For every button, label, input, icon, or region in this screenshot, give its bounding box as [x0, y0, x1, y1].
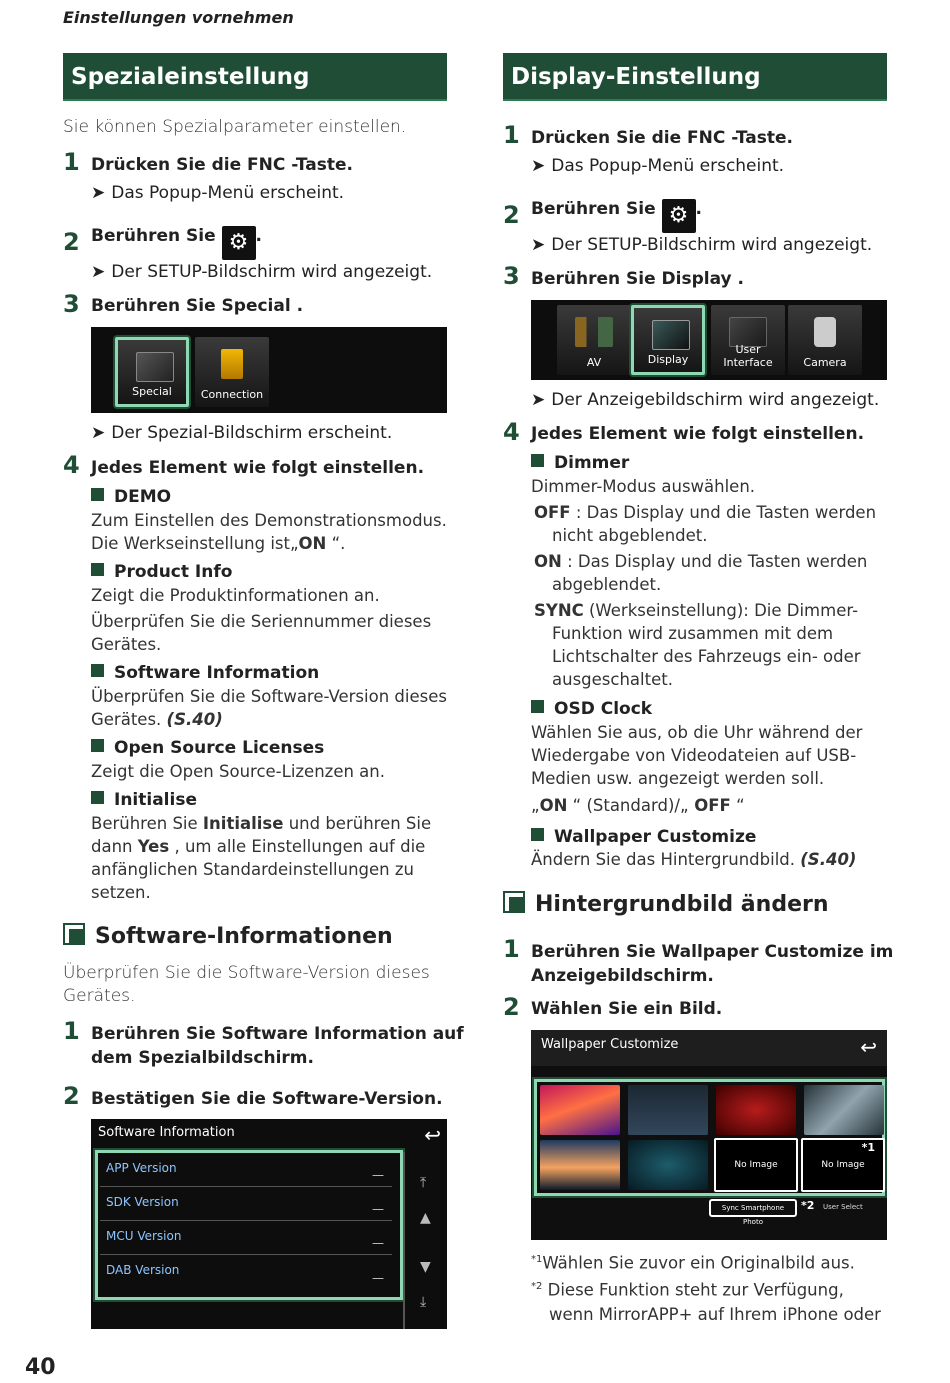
option-off: OFF : Das Display und die Tasten werden nicht abgeblendet.	[534, 503, 877, 545]
wallpaper-grid	[534, 1079, 885, 1196]
step-text: Jedes Element wie folgt einstellen.	[91, 458, 425, 478]
page-number: 40	[25, 1355, 56, 1380]
item-title: Software Information	[91, 662, 319, 684]
screen-title: Software Information	[98, 1125, 235, 1140]
step-number: 1	[63, 148, 80, 176]
scroll-down-icon[interactable]: ▼	[420, 1259, 431, 1275]
sync-smartphone-photo-button[interactable]: Sync Smartphone Photo	[709, 1199, 797, 1217]
back-icon[interactable]: ↩	[424, 1123, 441, 1147]
step-result: ➤ Der SETUP-Bildschirm wird angezeigt.	[531, 235, 873, 255]
item-body: Ändern Sie das Hintergrundbild. (S.40)	[531, 850, 857, 869]
camera-menu-button[interactable]: Camera	[788, 305, 862, 375]
option-on: ON : Das Display und die Tasten werden abgeblendet.	[534, 552, 868, 594]
step-text: Berühren Sie ⚙ .	[91, 224, 262, 260]
step-number: 2	[63, 1082, 80, 1110]
back-icon[interactable]: ↩	[860, 1035, 877, 1059]
gear-icon[interactable]: ⚙	[222, 226, 256, 260]
software-info-screen	[91, 1119, 447, 1329]
scroll-up-icon[interactable]: ▲	[420, 1210, 431, 1226]
section-title-software: Software-Informationen	[63, 923, 393, 951]
section-title-background: Hintergrundbild ändern	[503, 891, 829, 919]
special-icon	[136, 352, 174, 382]
item-body: Berühren Sie Initialise und berühren Sie dann Yes , um alle Einstellungen auf die anfänglichen Standardeinstellungen zu setzen.	[91, 814, 432, 902]
item-body: Zeigt die Produktinformationen an. Überprüfen Sie die Seriennummer dieses Gerätes.	[91, 586, 432, 654]
step-text: Berühren Sie Display .	[531, 269, 745, 289]
item-title: Dimmer	[531, 452, 629, 474]
user-select-label[interactable]: User Select	[823, 1203, 863, 1211]
step-text: Berühren Sie ⚙ .	[531, 197, 702, 233]
step-text: Bestätigen Sie die Software-Version.	[91, 1089, 443, 1109]
item-title: Open Source Licenses	[91, 737, 324, 759]
scroll-bottom-icon[interactable]: ⤓	[420, 1294, 427, 1310]
wallpaper-thumb[interactable]	[628, 1085, 708, 1135]
item-body: Zeigt die Open Source-Lizenzen an.	[91, 762, 385, 781]
step-result: ➤ Der SETUP-Bildschirm wird angezeigt.	[91, 262, 433, 282]
section-icon	[503, 891, 525, 913]
option-sync: SYNC (Werkseinstellung): Die Dimmer- Funktion wird zusammen mit dem Lichtschalter des Fahrzeugs ein- oder ausgeschaltet.	[534, 601, 861, 689]
av-icon	[575, 317, 613, 347]
section-title-display: Display-Einstellung	[503, 53, 887, 101]
user-interface-menu-button[interactable]: User Interface	[711, 305, 785, 375]
footnote-mark: *2	[801, 1199, 815, 1212]
step-number: 2	[503, 201, 520, 229]
step-result: ➤ Der Anzeigebildschirm wird angezeigt.	[531, 390, 880, 410]
step-number: 4	[63, 451, 80, 479]
section-icon	[63, 923, 85, 945]
step-text: Berühren Sie Wallpaper Customize im Anzeigebildschirm.	[531, 942, 894, 986]
gear-icon[interactable]: ⚙	[662, 199, 696, 233]
step-result: ➤ Das Popup-Menü erscheint.	[531, 156, 785, 176]
wallpaper-thumb[interactable]	[716, 1085, 796, 1135]
setup-menu-screen	[91, 327, 447, 413]
item-title: OSD Clock	[531, 698, 652, 720]
item-title: Initialise	[91, 789, 197, 811]
special-intro: Sie können Spezialparameter einstellen.	[63, 117, 407, 137]
list-item: DAB Version —	[106, 1263, 384, 1285]
item-title: DEMO	[91, 486, 171, 508]
footnote-1: $^{*1}$Wählen Sie zuvor ein Originalbild aus.	[531, 1253, 855, 1273]
connection-menu-button[interactable]: Connection	[195, 337, 269, 407]
footnote-2: $^{*2}$ Diese Funktion steht zur Verfügung, wenn MirrorAPP+ auf Ihrem iPhone oder	[531, 1280, 881, 1324]
display-icon	[652, 320, 690, 350]
step-result: ➤ Der Spezial-Bildschirm erscheint.	[91, 423, 393, 443]
av-menu-button[interactable]: AV	[557, 305, 631, 375]
item-body: Dimmer-Modus auswählen.	[531, 477, 756, 496]
step-text: Drücken Sie die FNC -Taste.	[531, 128, 793, 148]
phone-icon	[221, 349, 243, 379]
screen-title: Wallpaper Customize	[541, 1037, 679, 1052]
wallpaper-thumb[interactable]	[540, 1140, 620, 1190]
wallpaper-thumb[interactable]	[628, 1140, 708, 1190]
scrollbar-track	[403, 1152, 405, 1329]
item-body: Überprüfen Sie die Software-Version dieses Gerätes. (S.40)	[91, 687, 447, 729]
special-menu-button[interactable]: Special	[115, 337, 189, 407]
step-text: Drücken Sie die FNC -Taste.	[91, 155, 353, 175]
item-title: Product Info	[91, 561, 232, 583]
step-number: 3	[63, 290, 80, 318]
item-title: Wallpaper Customize	[531, 826, 756, 848]
step-number: 1	[503, 935, 520, 963]
step-result: ➤ Das Popup-Menü erscheint.	[91, 183, 345, 203]
wallpaper-thumb[interactable]	[804, 1085, 884, 1135]
version-list	[95, 1150, 403, 1300]
setup-menu-screen	[531, 300, 887, 380]
wallpaper-thumb[interactable]	[540, 1085, 620, 1135]
list-item: MCU Version —	[100, 1221, 392, 1255]
software-intro: Überprüfen Sie die Software-Version dieses Gerätes.	[63, 963, 430, 1006]
step-number: 3	[503, 262, 520, 290]
no-image-button[interactable]: *1 No Image	[801, 1138, 885, 1192]
step-text: Berühren Sie Software Information auf dem Spezialbildschirm.	[91, 1024, 464, 1068]
step-text: Jedes Element wie folgt einstellen.	[531, 424, 865, 444]
display-menu-button[interactable]: Display	[631, 305, 705, 375]
list-item: APP Version —	[100, 1153, 392, 1187]
step-number: 2	[503, 993, 520, 1021]
no-image-button[interactable]: No Image	[714, 1138, 798, 1192]
step-number: 1	[63, 1017, 80, 1045]
item-body: Zum Einstellen des Demonstrationsmodus. Die Werkseinstellung ist„ON “.	[91, 511, 447, 553]
scroll-top-icon[interactable]: ⤒	[420, 1175, 427, 1191]
step-number: 4	[503, 418, 520, 446]
running-title: Einstellungen vornehmen	[63, 8, 294, 27]
section-title-special: Spezialeinstellung	[63, 53, 447, 101]
wallpaper-screen	[531, 1030, 887, 1240]
camera-icon	[814, 317, 836, 347]
step-text: Berühren Sie Special .	[91, 296, 304, 316]
list-item: SDK Version —	[100, 1187, 392, 1221]
item-body: Wählen Sie aus, ob die Uhr während der Wiedergabe von Videodateien auf USB- Medien usw. angezeigt werden soll. „ON “ (Standard)/„ OFF “	[531, 723, 863, 815]
step-number: 2	[63, 228, 80, 256]
step-number: 1	[503, 121, 520, 149]
step-text: Wählen Sie ein Bild.	[531, 999, 723, 1019]
